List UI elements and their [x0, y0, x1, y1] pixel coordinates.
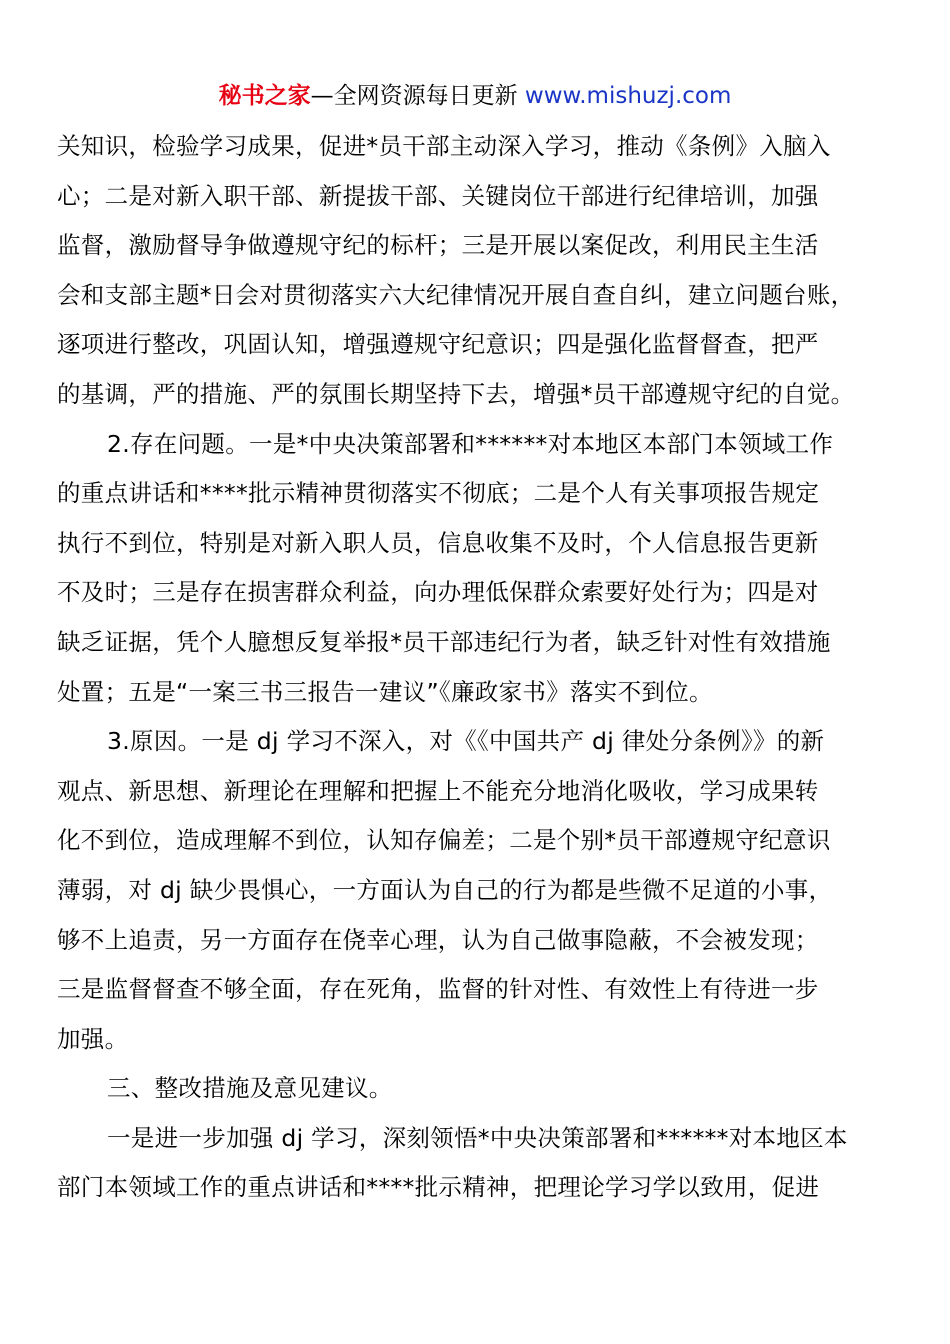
site-url[interactable]: www.mishuzj.com: [524, 83, 732, 109]
text-line: 缺乏证据，凭个人臆想反复举报*员干部违纪行为者，缺乏针对性有效措施: [57, 627, 831, 656]
paragraph-start-line: 2.存在问题。一是*中央决策部署和******对本地区本部门本领域工作: [107, 429, 834, 458]
text-line: 部门本领域工作的重点讲话和****批示精神，把理论学习学以致用，促进: [57, 1173, 820, 1202]
text-line: 加强。: [57, 1024, 129, 1053]
text-line: 够不上追责，另一方面存在侥幸心理，认为自己做事隐蔽，不会被发现；: [57, 925, 819, 954]
text-line: 化不到位，造成理解不到位，认知存偏差；二是个别*员干部遵规守纪意识: [57, 826, 831, 855]
text-line: 三是监督督查不够全面，存在死角，监督的针对性、有效性上有待进一步: [57, 975, 819, 1004]
text-line: 逐项进行整改，巩固认知，增强遵规守纪意识；四是强化监督督查，把严: [57, 330, 819, 359]
text-line: 观点、新思想、新理论在理解和把握上不能充分地消化吸收，学习成果转: [57, 776, 819, 805]
site-brand: 秘书之家: [218, 83, 311, 109]
site-header: [0, 80, 950, 112]
text-line: 监督，激励督导争做遵规守纪的标杆；三是开展以案促改，利用民主生活: [57, 231, 819, 260]
text-line: 心；二是对新入职干部、新提拔干部、关键岗位干部进行纪律培训，加强: [57, 181, 819, 210]
text-line: 不及时；三是存在损害群众利益，向办理低保群众索要好处行为；四是对: [57, 578, 819, 607]
text-line: 关知识，检验学习成果，促进*员干部主动深入学习，推动《条例》入脑入: [57, 132, 831, 160]
text-line: 薄弱，对 dj 缺少畏惧心，一方面认为自己的行为都是些微不足道的小事，: [57, 875, 833, 904]
document-body: [57, 122, 907, 1213]
text-line: 的基调，严的措施、严的氛围长期坚持下去，增强*员干部遵规守纪的自觉。: [57, 379, 855, 408]
text-line: 会和支部主题*日会对贯彻落实六大纪律情况开展自查自纠，建立问题台账，: [57, 280, 855, 309]
paragraph-start-line: 3.原因。一是 dj 学习不深入，对《《中国共产 dj 律处分条例》》的新: [107, 727, 825, 756]
paragraph-start-line: 一是进一步加强 dj 学习，深刻领悟*中央决策部署和******对本地区本: [107, 1123, 848, 1152]
section-heading: 三、整改措施及意见建议。: [107, 1074, 393, 1103]
text-line: 的重点讲话和****批示精神贯彻落实不彻底；二是个人有关事项报告规定: [57, 479, 820, 508]
text-line: 执行不到位，特别是对新入职人员，信息收集不及时，个人信息报告更新: [57, 528, 819, 557]
text-line: 处置；五是“一案三书三报告一建议”《廉政家书》落实不到位。: [57, 677, 713, 706]
site-tagline: —全网资源每日更新: [310, 83, 518, 109]
